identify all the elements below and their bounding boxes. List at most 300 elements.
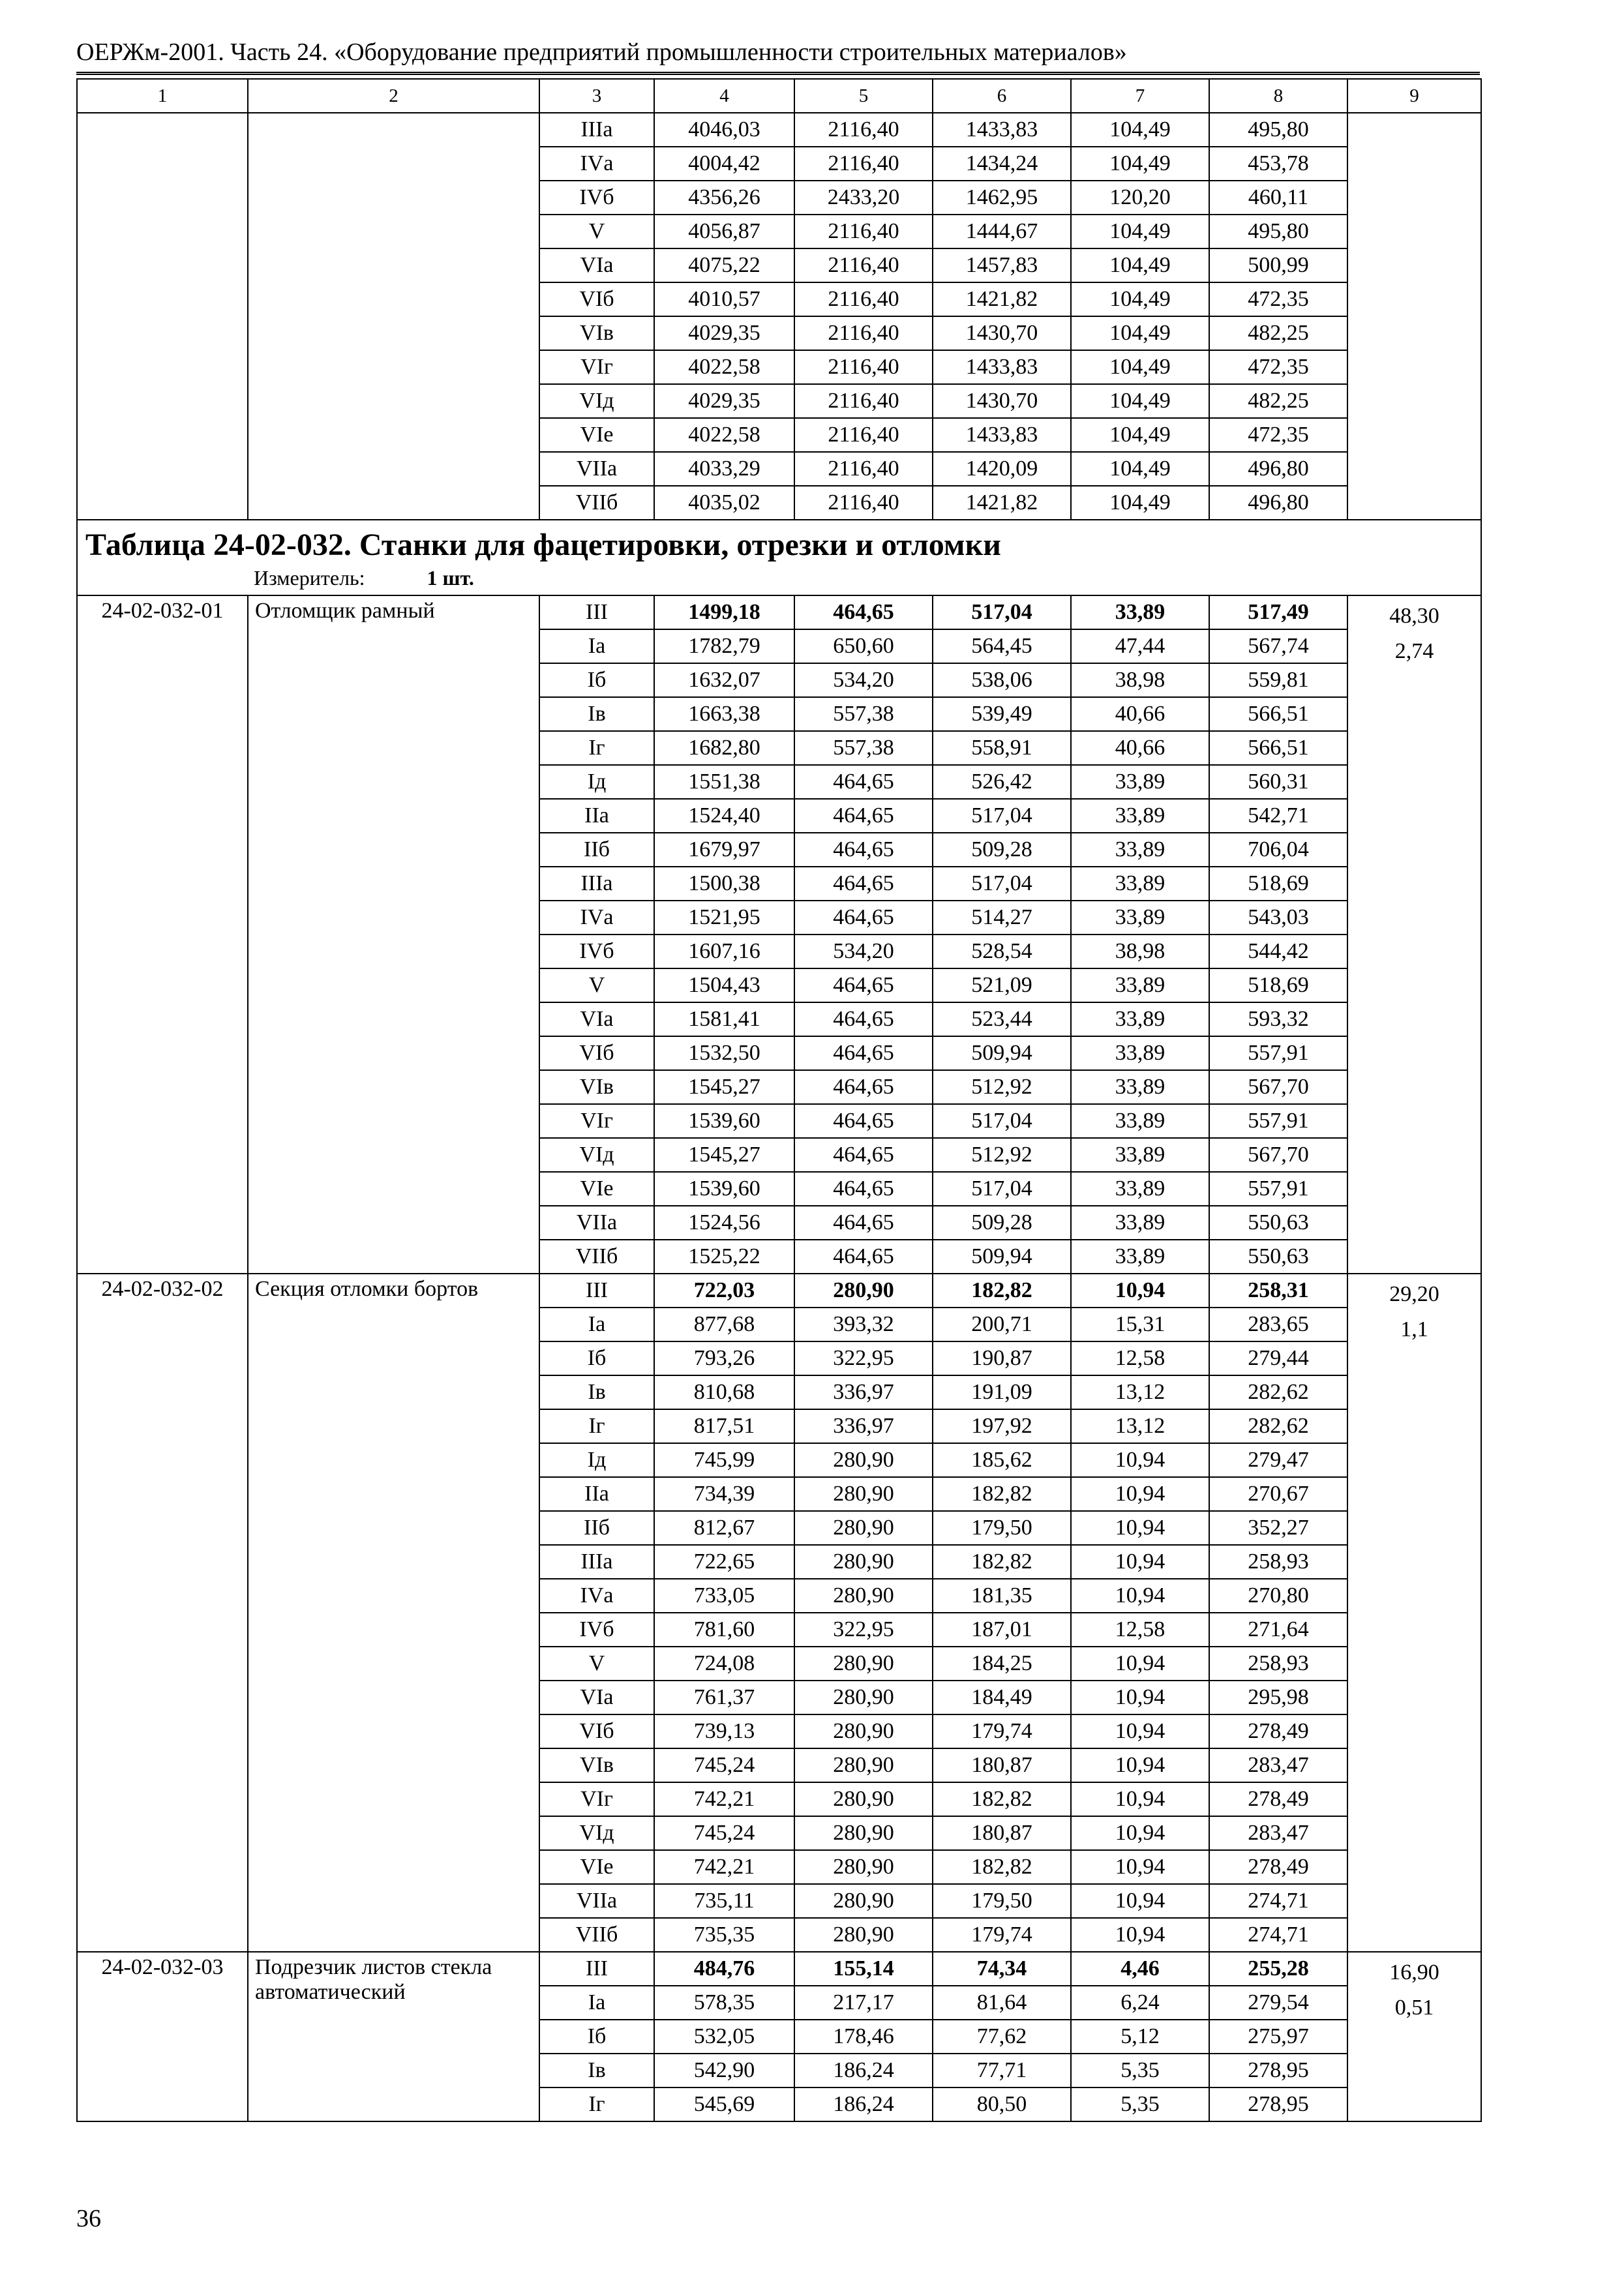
value-cell: 5,35 <box>1071 2054 1209 2087</box>
value-cell: 275,97 <box>1209 2020 1347 2054</box>
value-cell: 745,24 <box>654 1816 794 1850</box>
value-cell: 179,74 <box>933 1918 1071 1952</box>
value-cell: 495,80 <box>1209 113 1347 147</box>
value-cell: 280,90 <box>794 1443 933 1477</box>
value-cell: 258,93 <box>1209 1647 1347 1681</box>
value-cell: 33,89 <box>1071 595 1209 629</box>
zone-cell: IIIа <box>539 1545 654 1579</box>
value-cell: 484,76 <box>654 1952 794 1986</box>
value-cell: 1581,41 <box>654 1002 794 1036</box>
value-cell: 282,62 <box>1209 1409 1347 1443</box>
value-cell: 2116,40 <box>794 350 933 384</box>
value-cell: 258,93 <box>1209 1545 1347 1579</box>
zone-cell: VIе <box>539 1850 654 1884</box>
value-cell: 464,65 <box>794 1002 933 1036</box>
zone-cell: VIб <box>539 1036 654 1070</box>
page-number: 36 <box>76 2205 101 2232</box>
zone-cell: Iд <box>539 765 654 799</box>
value-cell: 735,11 <box>654 1884 794 1918</box>
value-cell: 509,94 <box>933 1240 1071 1274</box>
value-cell: 1521,95 <box>654 901 794 935</box>
value-cell: 278,49 <box>1209 1714 1347 1748</box>
value-cell: 4,46 <box>1071 1952 1209 1986</box>
value-cell: 733,05 <box>654 1579 794 1613</box>
value-cell: 4035,02 <box>654 486 794 520</box>
value-cell: 295,98 <box>1209 1681 1347 1714</box>
zone-cell: Iг <box>539 731 654 765</box>
value-cell: 557,91 <box>1209 1172 1347 1206</box>
value-cell: 280,90 <box>794 1274 933 1308</box>
value-cell: 4010,57 <box>654 282 794 316</box>
value-cell: 74,34 <box>933 1952 1071 1986</box>
value-cell: 810,68 <box>654 1375 794 1409</box>
zone-cell: Iд <box>539 1443 654 1477</box>
value-cell: 550,63 <box>1209 1240 1347 1274</box>
value-cell: 496,80 <box>1209 452 1347 486</box>
value-cell: 33,89 <box>1071 833 1209 867</box>
value-cell: 1433,83 <box>933 350 1071 384</box>
value-cell: 4075,22 <box>654 248 794 282</box>
value-cell: 10,94 <box>1071 1918 1209 1952</box>
zone-cell: IIа <box>539 1477 654 1511</box>
value-cell: 472,35 <box>1209 350 1347 384</box>
column-number-cell: 8 <box>1209 79 1347 113</box>
value-cell: 557,38 <box>794 731 933 765</box>
zone-cell: Iв <box>539 697 654 731</box>
table-row <box>77 1952 1481 1986</box>
value-cell: 509,28 <box>933 833 1071 867</box>
resource-value: 29,20 <box>1389 1282 1439 1306</box>
value-cell: 2116,40 <box>794 452 933 486</box>
value-cell: 1444,67 <box>933 215 1071 248</box>
value-cell: 4004,42 <box>654 147 794 181</box>
value-cell: 2116,40 <box>794 384 933 418</box>
value-cell: 187,01 <box>933 1613 1071 1647</box>
value-cell: 1632,07 <box>654 663 794 697</box>
value-cell: 1433,83 <box>933 113 1071 147</box>
column-number-cell: 5 <box>794 79 933 113</box>
value-cell: 1430,70 <box>933 316 1071 350</box>
value-cell: 472,35 <box>1209 418 1347 452</box>
value-cell: 33,89 <box>1071 1172 1209 1206</box>
zone-cell: Iб <box>539 1341 654 1375</box>
value-cell: 517,49 <box>1209 595 1347 629</box>
value-cell: 182,82 <box>933 1274 1071 1308</box>
value-cell: 33,89 <box>1071 1138 1209 1172</box>
value-cell: 274,71 <box>1209 1918 1347 1952</box>
value-cell: 1525,22 <box>654 1240 794 1274</box>
value-cell: 560,31 <box>1209 765 1347 799</box>
value-cell: 186,24 <box>794 2087 933 2121</box>
value-cell: 734,39 <box>654 1477 794 1511</box>
value-cell: 722,65 <box>654 1545 794 1579</box>
value-cell: 104,49 <box>1071 113 1209 147</box>
value-cell: 496,80 <box>1209 486 1347 520</box>
value-cell: 2433,20 <box>794 181 933 215</box>
value-cell: 33,89 <box>1071 901 1209 935</box>
value-cell: 5,35 <box>1071 2087 1209 2121</box>
header-rule <box>76 72 1480 75</box>
value-cell: 10,94 <box>1071 1748 1209 1782</box>
value-cell: 877,68 <box>654 1308 794 1341</box>
value-cell: 104,49 <box>1071 452 1209 486</box>
value-cell: 512,92 <box>933 1070 1071 1104</box>
value-cell: 4029,35 <box>654 384 794 418</box>
zone-cell: III <box>539 595 654 629</box>
value-cell: 180,87 <box>933 1816 1071 1850</box>
value-cell: 542,90 <box>654 2054 794 2087</box>
resources-cell <box>1347 113 1481 520</box>
value-cell: 104,49 <box>1071 350 1209 384</box>
value-cell: 1420,09 <box>933 452 1071 486</box>
value-cell: 558,91 <box>933 731 1071 765</box>
zone-cell: Iг <box>539 2087 654 2121</box>
value-cell: 521,09 <box>933 968 1071 1002</box>
value-cell: 10,94 <box>1071 1714 1209 1748</box>
value-cell: 155,14 <box>794 1952 933 1986</box>
value-cell: 10,94 <box>1071 1274 1209 1308</box>
item-name: Подрезчик листов стекла автоматический <box>248 1952 539 2121</box>
value-cell: 495,80 <box>1209 215 1347 248</box>
value-cell: 197,92 <box>933 1409 1071 1443</box>
value-cell: 523,44 <box>933 1002 1071 1036</box>
value-cell: 10,94 <box>1071 1511 1209 1545</box>
value-cell: 179,50 <box>933 1511 1071 1545</box>
zone-cell: III <box>539 1952 654 1986</box>
unit-line <box>78 563 1481 595</box>
value-cell: 104,49 <box>1071 316 1209 350</box>
value-cell: 4356,26 <box>654 181 794 215</box>
value-cell: 2116,40 <box>794 418 933 452</box>
value-cell: 12,58 <box>1071 1341 1209 1375</box>
column-number-cell: 3 <box>539 79 654 113</box>
value-cell: 13,12 <box>1071 1409 1209 1443</box>
zone-cell: IIб <box>539 1511 654 1545</box>
value-cell: 77,71 <box>933 2054 1071 2087</box>
zone-cell: V <box>539 968 654 1002</box>
value-cell: 33,89 <box>1071 1036 1209 1070</box>
value-cell: 464,65 <box>794 1240 933 1274</box>
value-cell: 279,54 <box>1209 1986 1347 2020</box>
value-cell: 4029,35 <box>654 316 794 350</box>
value-cell: 40,66 <box>1071 697 1209 731</box>
value-cell: 280,90 <box>794 1918 933 1952</box>
zone-cell: VIг <box>539 350 654 384</box>
zone-cell: VIа <box>539 1681 654 1714</box>
zone-cell: VIа <box>539 248 654 282</box>
item-name: Отломщик рамный <box>248 595 539 1274</box>
value-cell: 509,94 <box>933 1036 1071 1070</box>
value-cell: 104,49 <box>1071 384 1209 418</box>
value-cell: 10,94 <box>1071 1443 1209 1477</box>
value-cell: 104,49 <box>1071 418 1209 452</box>
value-cell: 735,35 <box>654 1918 794 1952</box>
value-cell: 352,27 <box>1209 1511 1347 1545</box>
value-cell: 464,65 <box>794 595 933 629</box>
value-cell: 200,71 <box>933 1308 1071 1341</box>
value-cell: 4056,87 <box>654 215 794 248</box>
zone-cell: VIд <box>539 384 654 418</box>
value-cell: 460,11 <box>1209 181 1347 215</box>
value-cell: 1663,38 <box>654 697 794 731</box>
value-cell: 5,12 <box>1071 2020 1209 2054</box>
value-cell: 534,20 <box>794 935 933 968</box>
resource-value: 16,90 <box>1389 1960 1439 1984</box>
item-code: 24-02-032-02 <box>77 1274 248 1952</box>
value-cell: 567,70 <box>1209 1138 1347 1172</box>
value-cell: 1679,97 <box>654 833 794 867</box>
value-cell: 1551,38 <box>654 765 794 799</box>
value-cell: 4033,29 <box>654 452 794 486</box>
zone-cell: VIIа <box>539 1206 654 1240</box>
value-cell: 464,65 <box>794 799 933 833</box>
value-cell: 13,12 <box>1071 1375 1209 1409</box>
value-cell: 812,67 <box>654 1511 794 1545</box>
value-cell: 517,04 <box>933 799 1071 833</box>
value-cell: 464,65 <box>794 1206 933 1240</box>
value-cell: 742,21 <box>654 1782 794 1816</box>
value-cell: 255,28 <box>1209 1952 1347 1986</box>
zone-cell: IVа <box>539 147 654 181</box>
value-cell: 38,98 <box>1071 663 1209 697</box>
value-cell: 10,94 <box>1071 1850 1209 1884</box>
value-cell: 1607,16 <box>654 935 794 968</box>
value-cell: 464,65 <box>794 833 933 867</box>
value-cell: 120,20 <box>1071 181 1209 215</box>
zone-cell: IVа <box>539 1579 654 1613</box>
value-cell: 482,25 <box>1209 316 1347 350</box>
value-cell: 453,78 <box>1209 147 1347 181</box>
value-cell: 336,97 <box>794 1409 933 1443</box>
value-cell: 280,90 <box>794 1816 933 1850</box>
value-cell: 566,51 <box>1209 697 1347 731</box>
value-cell: 280,90 <box>794 1511 933 1545</box>
value-cell: 278,95 <box>1209 2087 1347 2121</box>
value-cell: 464,65 <box>794 1070 933 1104</box>
value-cell: 280,90 <box>794 1545 933 1579</box>
value-cell: 271,64 <box>1209 1613 1347 1647</box>
value-cell: 280,90 <box>794 1647 933 1681</box>
value-cell: 1430,70 <box>933 384 1071 418</box>
value-cell: 512,92 <box>933 1138 1071 1172</box>
value-cell: 180,87 <box>933 1748 1071 1782</box>
value-cell: 191,09 <box>933 1375 1071 1409</box>
zone-cell: VIе <box>539 1172 654 1206</box>
value-cell: 77,62 <box>933 2020 1071 2054</box>
zone-cell: Iа <box>539 1308 654 1341</box>
value-cell: 38,98 <box>1071 935 1209 968</box>
column-number-cell: 2 <box>248 79 539 113</box>
value-cell: 542,71 <box>1209 799 1347 833</box>
resources-cell <box>1347 595 1481 1274</box>
value-cell: 279,44 <box>1209 1341 1347 1375</box>
value-cell: 104,49 <box>1071 147 1209 181</box>
value-cell: 724,08 <box>654 1647 794 1681</box>
value-cell: 500,99 <box>1209 248 1347 282</box>
value-cell: 10,94 <box>1071 1681 1209 1714</box>
value-cell: 179,74 <box>933 1714 1071 1748</box>
value-cell: 190,87 <box>933 1341 1071 1375</box>
value-cell: 33,89 <box>1071 1002 1209 1036</box>
value-cell: 464,65 <box>794 765 933 799</box>
resources-cell <box>1347 1952 1481 2121</box>
value-cell: 104,49 <box>1071 486 1209 520</box>
value-cell: 184,49 <box>933 1681 1071 1714</box>
value-cell: 1457,83 <box>933 248 1071 282</box>
value-cell: 6,24 <box>1071 1986 1209 2020</box>
value-cell: 567,70 <box>1209 1070 1347 1104</box>
column-number-cell: 6 <box>933 79 1071 113</box>
value-cell: 1434,24 <box>933 147 1071 181</box>
value-cell: 217,17 <box>794 1986 933 2020</box>
value-cell: 179,50 <box>933 1884 1071 1918</box>
resource-value: 2,74 <box>1394 639 1434 663</box>
column-number-cell: 4 <box>654 79 794 113</box>
value-cell: 578,35 <box>654 1986 794 2020</box>
resource-value: 48,30 <box>1389 604 1439 628</box>
value-cell: 178,46 <box>794 2020 933 2054</box>
zone-cell: VIб <box>539 1714 654 1748</box>
value-cell: 4022,58 <box>654 418 794 452</box>
zone-cell: VIв <box>539 1748 654 1782</box>
code-cell <box>77 113 248 520</box>
price-table <box>76 78 1482 2122</box>
value-cell: 739,13 <box>654 1714 794 1748</box>
value-cell: 1539,60 <box>654 1172 794 1206</box>
value-cell: 279,47 <box>1209 1443 1347 1477</box>
value-cell: 1499,18 <box>654 595 794 629</box>
value-cell: 781,60 <box>654 1613 794 1647</box>
zone-cell: V <box>539 215 654 248</box>
value-cell: 280,90 <box>794 1477 933 1511</box>
zone-cell: Iв <box>539 2054 654 2087</box>
value-cell: 182,82 <box>933 1477 1071 1511</box>
value-cell: 745,24 <box>654 1748 794 1782</box>
value-cell: 1524,56 <box>654 1206 794 1240</box>
value-cell: 283,47 <box>1209 1816 1347 1850</box>
value-cell: 1545,27 <box>654 1070 794 1104</box>
value-cell: 557,91 <box>1209 1104 1347 1138</box>
zone-cell: V <box>539 1647 654 1681</box>
zone-cell: Iа <box>539 629 654 663</box>
zone-cell: IIIа <box>539 867 654 901</box>
value-cell: 517,04 <box>933 867 1071 901</box>
table-row <box>77 113 1481 147</box>
value-cell: 33,89 <box>1071 1206 1209 1240</box>
value-cell: 10,94 <box>1071 1884 1209 1918</box>
value-cell: 47,44 <box>1071 629 1209 663</box>
value-cell: 1545,27 <box>654 1138 794 1172</box>
table-title-cell <box>77 520 1481 595</box>
value-cell: 793,26 <box>654 1341 794 1375</box>
value-cell: 278,49 <box>1209 1782 1347 1816</box>
value-cell: 10,94 <box>1071 1647 1209 1681</box>
zone-cell: VIв <box>539 1070 654 1104</box>
value-cell: 817,51 <box>654 1409 794 1443</box>
value-cell: 518,69 <box>1209 968 1347 1002</box>
value-cell: 258,31 <box>1209 1274 1347 1308</box>
value-cell: 559,81 <box>1209 663 1347 697</box>
value-cell: 557,91 <box>1209 1036 1347 1070</box>
value-cell: 593,32 <box>1209 1002 1347 1036</box>
value-cell: 104,49 <box>1071 282 1209 316</box>
value-cell: 282,62 <box>1209 1375 1347 1409</box>
value-cell: 4022,58 <box>654 350 794 384</box>
zone-cell: VIб <box>539 282 654 316</box>
zone-cell: VIIб <box>539 1918 654 1952</box>
value-cell: 517,04 <box>933 1172 1071 1206</box>
value-cell: 745,99 <box>654 1443 794 1477</box>
value-cell: 742,21 <box>654 1850 794 1884</box>
value-cell: 1421,82 <box>933 282 1071 316</box>
value-cell: 2116,40 <box>794 486 933 520</box>
value-cell: 528,54 <box>933 935 1071 968</box>
zone-cell: IVб <box>539 181 654 215</box>
value-cell: 280,90 <box>794 1850 933 1884</box>
resource-value: 1,1 <box>1400 1317 1428 1341</box>
value-cell: 33,89 <box>1071 1070 1209 1104</box>
value-cell: 534,20 <box>794 663 933 697</box>
unit-value: 1 шт. <box>427 566 474 590</box>
value-cell: 464,65 <box>794 1172 933 1206</box>
table-title: Таблица 24-02-032. Станки для фацетировки, отрезки и отломки <box>85 528 1001 562</box>
value-cell: 566,51 <box>1209 731 1347 765</box>
table-title-row <box>77 520 1481 595</box>
value-cell: 12,58 <box>1071 1613 1209 1647</box>
value-cell: 182,82 <box>933 1850 1071 1884</box>
value-cell: 33,89 <box>1071 799 1209 833</box>
value-cell: 464,65 <box>794 901 933 935</box>
value-cell: 518,69 <box>1209 867 1347 901</box>
zone-cell: VIд <box>539 1816 654 1850</box>
zone-cell: IIIа <box>539 113 654 147</box>
value-cell: 2116,40 <box>794 248 933 282</box>
zone-cell: Iб <box>539 663 654 697</box>
item-name: Секция отломки бортов <box>248 1274 539 1952</box>
value-cell: 1504,43 <box>654 968 794 1002</box>
value-cell: 280,90 <box>794 1579 933 1613</box>
value-cell: 270,80 <box>1209 1579 1347 1613</box>
value-cell: 464,65 <box>794 1138 933 1172</box>
name-cell <box>248 113 539 520</box>
value-cell: 472,35 <box>1209 282 1347 316</box>
value-cell: 270,67 <box>1209 1477 1347 1511</box>
value-cell: 186,24 <box>794 2054 933 2087</box>
value-cell: 482,25 <box>1209 384 1347 418</box>
value-cell: 283,65 <box>1209 1308 1347 1341</box>
value-cell: 564,45 <box>933 629 1071 663</box>
value-cell: 650,60 <box>794 629 933 663</box>
value-cell: 464,65 <box>794 867 933 901</box>
value-cell: 532,05 <box>654 2020 794 2054</box>
value-cell: 1500,38 <box>654 867 794 901</box>
zone-cell: IIа <box>539 799 654 833</box>
value-cell: 280,90 <box>794 1884 933 1918</box>
value-cell: 393,32 <box>794 1308 933 1341</box>
zone-cell: VIIб <box>539 1240 654 1274</box>
value-cell: 81,64 <box>933 1986 1071 2020</box>
value-cell: 550,63 <box>1209 1206 1347 1240</box>
table-row <box>77 1274 1481 1308</box>
value-cell: 181,35 <box>933 1579 1071 1613</box>
value-cell: 2116,40 <box>794 215 933 248</box>
value-cell: 15,31 <box>1071 1308 1209 1341</box>
zone-cell: VIв <box>539 316 654 350</box>
value-cell: 1782,79 <box>654 629 794 663</box>
value-cell: 1532,50 <box>654 1036 794 1070</box>
zone-cell: IVа <box>539 901 654 935</box>
zone-cell: VIIа <box>539 452 654 486</box>
